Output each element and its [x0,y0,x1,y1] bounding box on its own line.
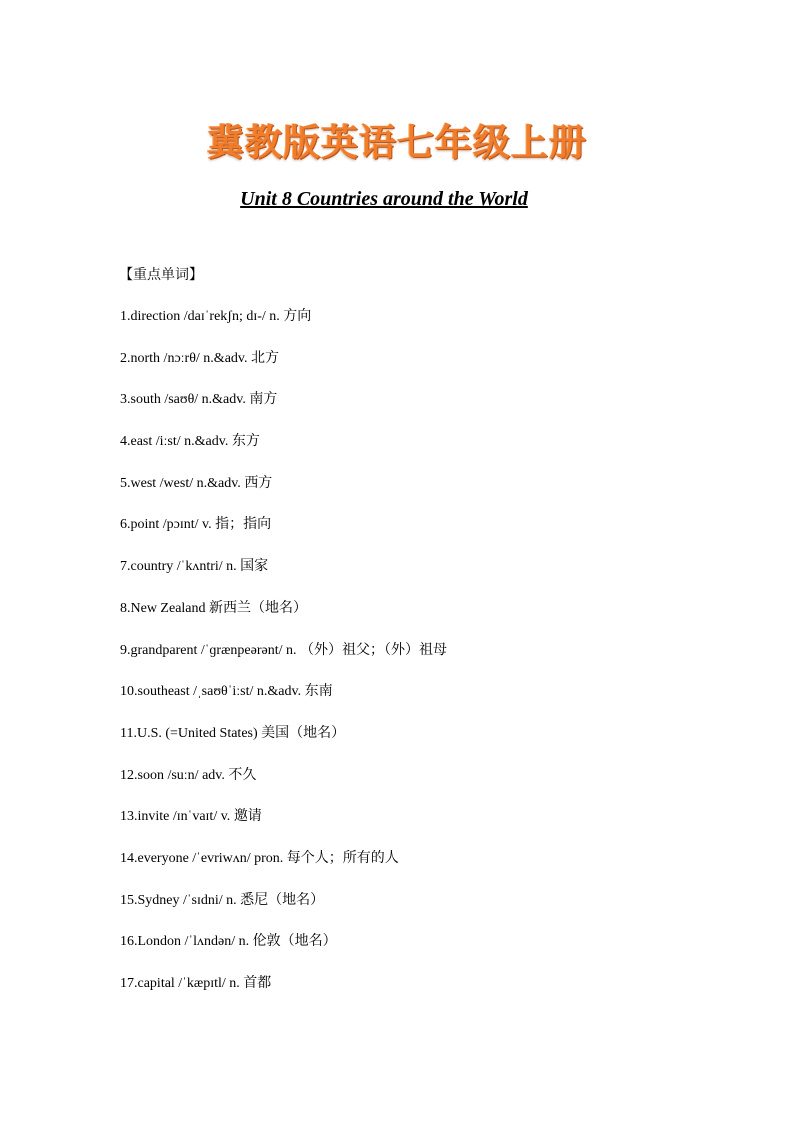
vocab-english: 1.direction /daɪˈrekʃn; dɪ-/ n. [120,309,284,324]
vocab-chinese: 邀请 [233,808,262,825]
vocab-english: 17.capital /ˈkæpɪtl/ n. [120,976,244,991]
vocab-item [120,848,447,890]
vocab-item [120,806,447,848]
vocab-english: 5.west /west/ n.&adv. [120,475,245,491]
vocab-list [120,306,447,1015]
vocab-english: 16.London /ˈlʌndən/ n. [120,934,253,950]
vocab-chinese: 方向 [283,308,312,324]
vocab-chinese: 东方 [231,433,260,450]
vocab-chinese: 南方 [249,391,278,408]
vocab-chinese: （外）祖父；（外）祖母 [300,641,447,658]
vocab-english: 9.grandparent /ˈɡrænpeərənt/ n. [120,642,300,658]
vocab-english: 13.invite /ɪnˈvaɪt/ v. [120,809,234,825]
vocab-chinese: 东南 [304,683,333,700]
section-label: 【重点单词】 [119,267,203,283]
vocab-item [120,973,447,1015]
vocab-item [120,348,447,390]
vocab-english: 12.soon /suːn/ adv. [120,767,229,783]
vocab-item [120,723,447,765]
vocab-item [120,681,447,723]
vocab-chinese: 指；指向 [215,516,272,533]
vocab-chinese: 悉尼（地名） [240,891,325,908]
vocab-chinese: 不久 [228,766,257,783]
vocab-english: 2.north /nɔːrθ/ n.&adv. [120,350,251,366]
vocab-english: 4.east /iːst/ n.&adv. [120,434,232,450]
vocab-english: 8.New Zealand [120,600,210,616]
vocab-item [120,890,447,932]
vocab-item [120,640,447,682]
vocab-chinese: 每个人；所有的人 [286,849,399,866]
vocab-item [120,598,447,640]
unit-heading: Unit 8 Countries around the World [240,188,528,210]
vocab-item [120,556,447,598]
vocab-english: 11.U.S. (=United States) [120,725,262,741]
vocab-chinese: 西方 [244,474,273,491]
vocab-item [120,431,447,473]
vocab-item [120,765,447,807]
vocab-english: 14.everyone /ˈevriwʌn/ pron. [120,850,287,866]
vocab-chinese: 国家 [240,558,269,575]
vocab-english: 10.southeast /ˌsaʊθˈiːst/ n.&adv. [120,684,305,700]
vocab-english: 3.south /saʊθ/ n.&adv. [120,392,250,408]
vocab-english: 6.point /pɔɪnt/ v. [120,517,216,533]
vocab-chinese: 伦敦（地名） [252,933,337,950]
vocab-item [120,473,447,515]
vocab-english: 15.Sydney /ˈsɪdni/ n. [120,892,241,908]
vocab-english: 7.country /ˈkʌntri/ n. [120,559,241,575]
vocab-chinese: 美国（地名） [261,724,346,741]
vocab-chinese: 首都 [243,975,272,991]
vocab-chinese: 新西兰（地名） [209,599,308,616]
vocab-chinese: 北方 [251,349,279,366]
vocab-item [120,931,447,973]
vocab-item [120,306,447,348]
vocab-item [120,514,447,556]
vocab-item [120,389,447,431]
document-title: 冀教版英语七年级上册 [207,121,587,164]
